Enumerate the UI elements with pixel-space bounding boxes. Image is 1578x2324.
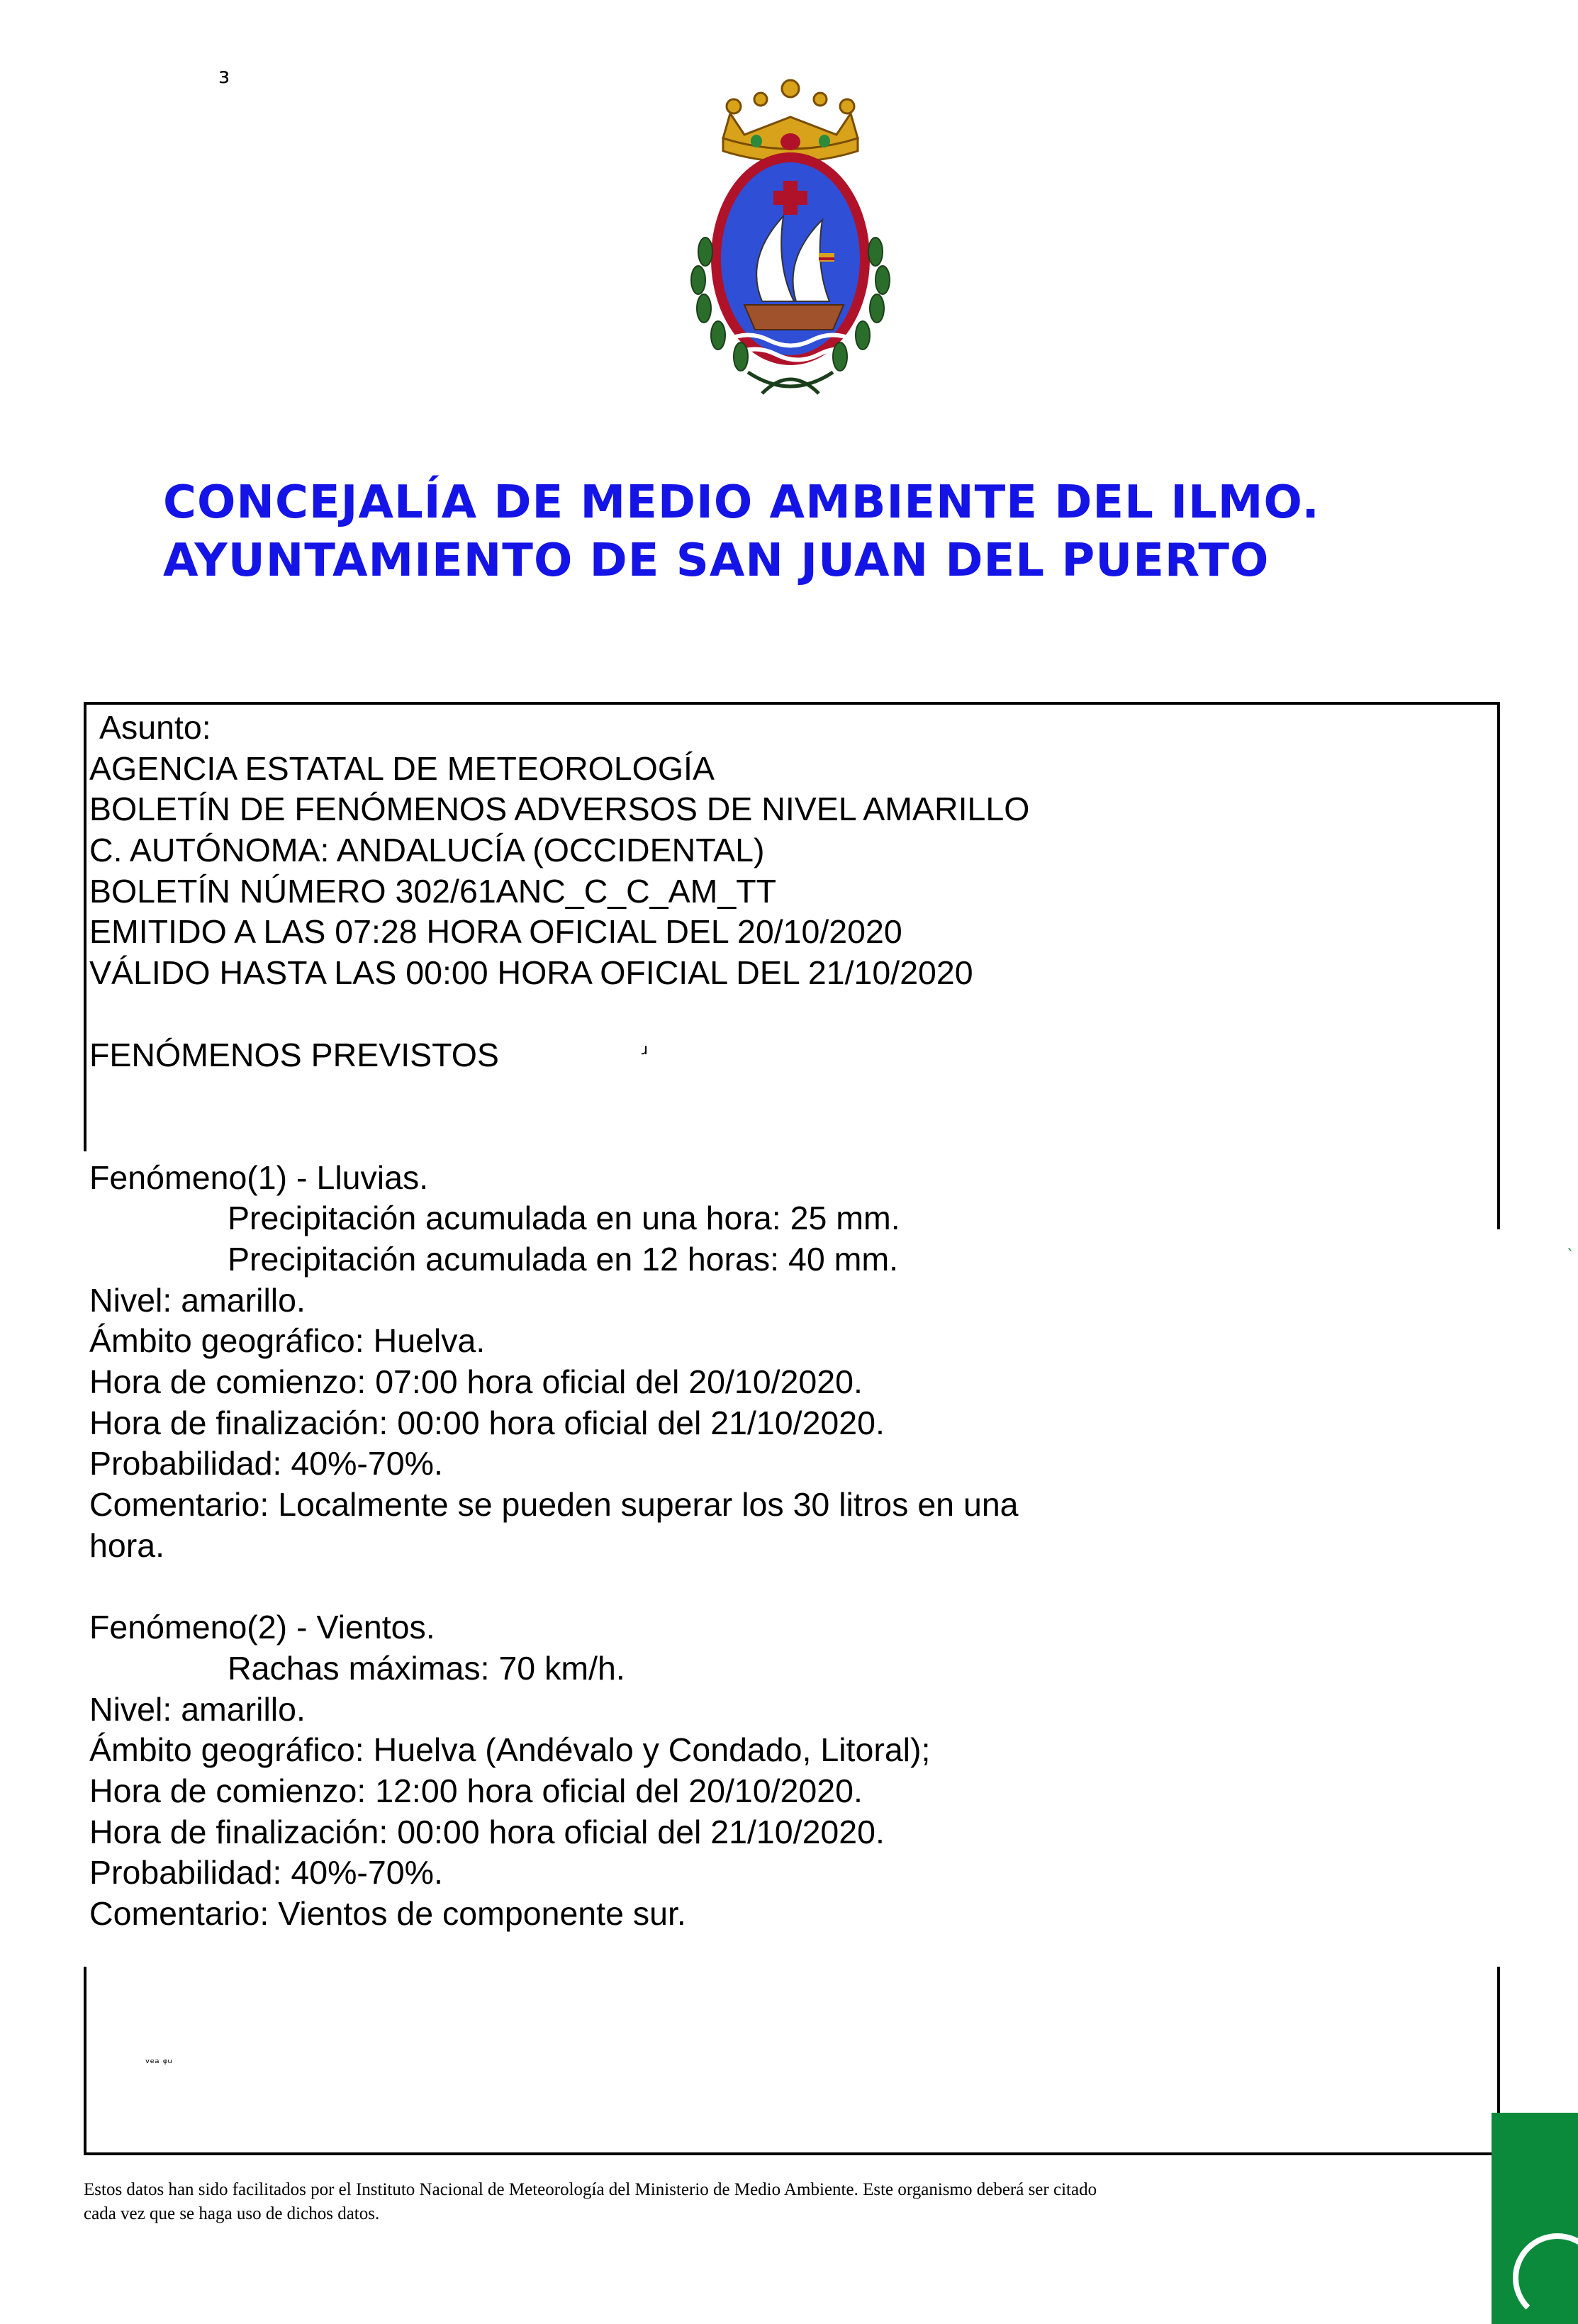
bulletin-content bbox=[89, 708, 1436, 1935]
scan-mark: ˎ bbox=[1567, 1234, 1574, 1251]
scan-mark: ɜ bbox=[218, 64, 230, 89]
bulletin-line: AGENCIA ESTATAL DE METEOROLOGÍA bbox=[89, 749, 715, 787]
phenomenon-start: Hora de comienzo: 12:00 hora oficial del 20/10/2020. bbox=[89, 1772, 863, 1809]
coat-of-arms-icon bbox=[677, 67, 904, 408]
phenomenon-scope: Ámbito geográfico: Huelva. bbox=[89, 1322, 486, 1360]
bulletin-line: VÁLIDO HASTA LAS 00:00 HORA OFICIAL DEL 21/10/2020 bbox=[89, 954, 973, 992]
bulletin-line: BOLETÍN NÚMERO 302/61ANC_C_C_AM_TT bbox=[89, 872, 777, 910]
phenomenon-comment: Comentario: Localmente se pueden superar los 30 litros en una bbox=[89, 1486, 1019, 1524]
phenomenon-end: Hora de finalización: 00:00 hora oficial del 21/10/2020. bbox=[89, 1404, 885, 1441]
junta-logo bbox=[1492, 2113, 1578, 2324]
bulletin-line: C. AUTÓNOMA: ANDALUCÍA (OCCIDENTAL) bbox=[89, 832, 765, 869]
footer-line: cada vez que se haga uso de dichos datos. bbox=[84, 2204, 380, 2223]
bulletin-line: BOLETÍN DE FENÓMENOS ADVERSOS DE NIVEL AMARILLO bbox=[89, 791, 1030, 828]
page-title bbox=[163, 474, 1510, 590]
phenomenon-comment: hora. bbox=[89, 1526, 164, 1564]
phenomenon-end: Hora de finalización: 00:00 hora oficial del 21/10/2020. bbox=[89, 1813, 885, 1850]
bulletin-line: EMITIDO A LAS 07:28 HORA OFICIAL DEL 20/10/2020 bbox=[89, 913, 902, 951]
phenomenon-comment: Comentario: Vientos de componente sur. bbox=[89, 1894, 686, 1932]
subject-label: Asunto: bbox=[99, 709, 211, 746]
phenomenon-title: Fenómeno(1) - Lluvias. bbox=[89, 1158, 429, 1196]
section-title: FENÓMENOS PREVISTOS bbox=[89, 1036, 499, 1073]
phenomenon-detail: Precipitación acumulada en 12 horas: 40 mm. bbox=[228, 1240, 899, 1278]
footer-line: Estos datos han sido facilitados por el Instituto Nacional de Meteorología del Ministerio de Medio Ambiente. Este organismo deberá ser citado bbox=[84, 2180, 1097, 2199]
phenomenon-scope: Ámbito geográfico: Huelva (Andévalo y Condado, Litoral); bbox=[89, 1731, 931, 1769]
footer-note bbox=[84, 2178, 1289, 2226]
seal-icon bbox=[1513, 2233, 1578, 2323]
phenomenon-detail: Rachas máximas: 70 km/h. bbox=[228, 1649, 625, 1687]
title-line: CONCEJALÍA DE MEDIO AMBIENTE DEL ILMO. bbox=[163, 476, 1320, 529]
scan-mark: ɹ bbox=[642, 1041, 649, 1058]
phenomenon-detail: Precipitación acumulada en una hora: 25 mm. bbox=[228, 1200, 900, 1237]
phenomenon-probability: Probabilidad: 40%-70%. bbox=[89, 1854, 443, 1892]
phenomenon-start: Hora de comienzo: 07:00 hora oficial del 20/10/2020. bbox=[89, 1363, 863, 1401]
phenomenon-level: Nivel: amarillo. bbox=[89, 1690, 306, 1728]
phenomenon-level: Nivel: amarillo. bbox=[89, 1281, 306, 1319]
phenomenon-title: Fenómeno(2) - Vientos. bbox=[89, 1609, 435, 1646]
title-line: AYUNTAMIENTO DE SAN JUAN DEL PUERTO bbox=[163, 535, 1270, 587]
scan-mark: ᵥₑₐ ᵩᵤ bbox=[145, 2052, 172, 2066]
phenomenon-probability: Probabilidad: 40%-70%. bbox=[89, 1445, 443, 1482]
